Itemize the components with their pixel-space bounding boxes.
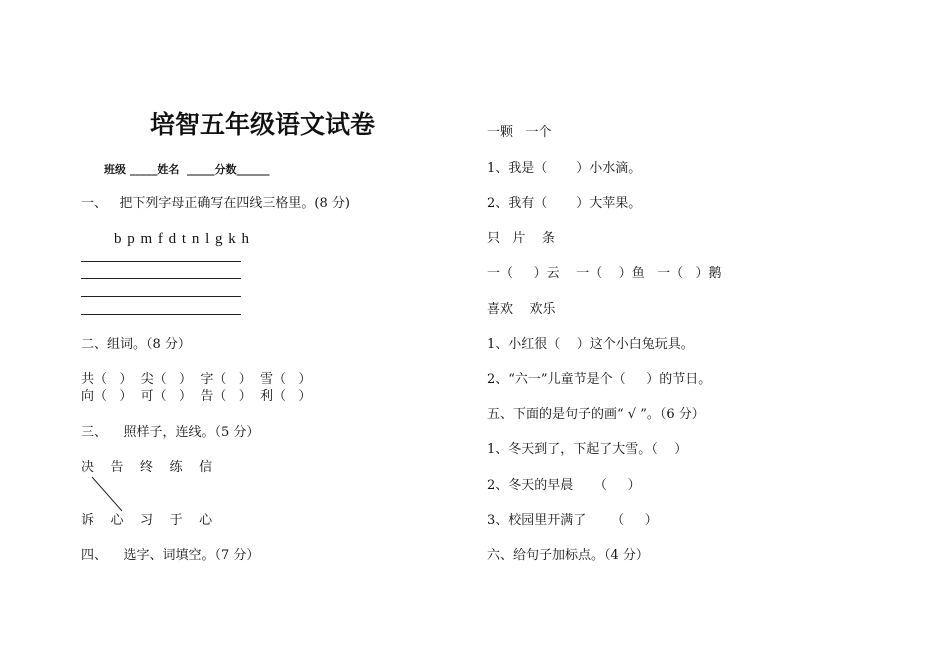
question-6-heading: 六、给句子加标点。（4 分） [487, 548, 649, 563]
fill-blank-3: 一（ ）云 一（ ）鱼 一（ ）鹅 [487, 266, 722, 281]
exam-title: 培智五年级语文试卷 [150, 110, 376, 139]
alphabet-letters: b p m f d t n l g k h [114, 231, 250, 247]
sentence-check-1: 1、冬天到了，下起了大雪。（ ） [487, 442, 688, 457]
word-choice-1: 一颗 一个 [487, 125, 552, 140]
student-info-line: 班级 _____姓名 _____分数______ [104, 163, 270, 176]
question-5-heading: 五、下面的是句子的画“ √ ”。（6 分） [487, 407, 705, 422]
sentence-check-2: 2、冬天的早晨 （ ） [487, 478, 641, 493]
fill-blank-4: 1、小红很（ ）这个小白兔玩具。 [487, 337, 694, 352]
matching-top-row: 决 告 终 练 信 [81, 460, 213, 475]
fill-blank-2: 2、我有（ ）大苹果。 [487, 196, 642, 211]
sentence-check-3: 3、校园里开满了 （ ） [487, 513, 658, 528]
question-1-heading: 一、 把下列字母正确写在四线三格里。(8 分) [81, 196, 350, 211]
word-choice-3: 喜欢 欢乐 [487, 302, 556, 317]
word-choice-2: 只 片 条 [487, 231, 555, 246]
word-group-row-2: 向（ ） 可（ ） 告（ ） 利（ ） [81, 389, 312, 404]
matching-bottom-row: 诉 心 习 于 心 [81, 513, 213, 528]
word-group-row-1: 共（ ） 尖（ ） 字（ ） 雪（ ） [81, 372, 312, 387]
fill-blank-1: 1、我是（ ）小水滴。 [487, 161, 642, 176]
question-2-heading: 二、组词。（8 分） [81, 337, 191, 352]
fill-blank-5: 2、“六一”儿童节是个（ ）的节日。 [487, 372, 712, 387]
question-3-heading: 三、 照样子，连线。（5 分） [81, 425, 260, 440]
question-4-heading: 四、 选字、词填空。（7 分） [81, 548, 260, 563]
